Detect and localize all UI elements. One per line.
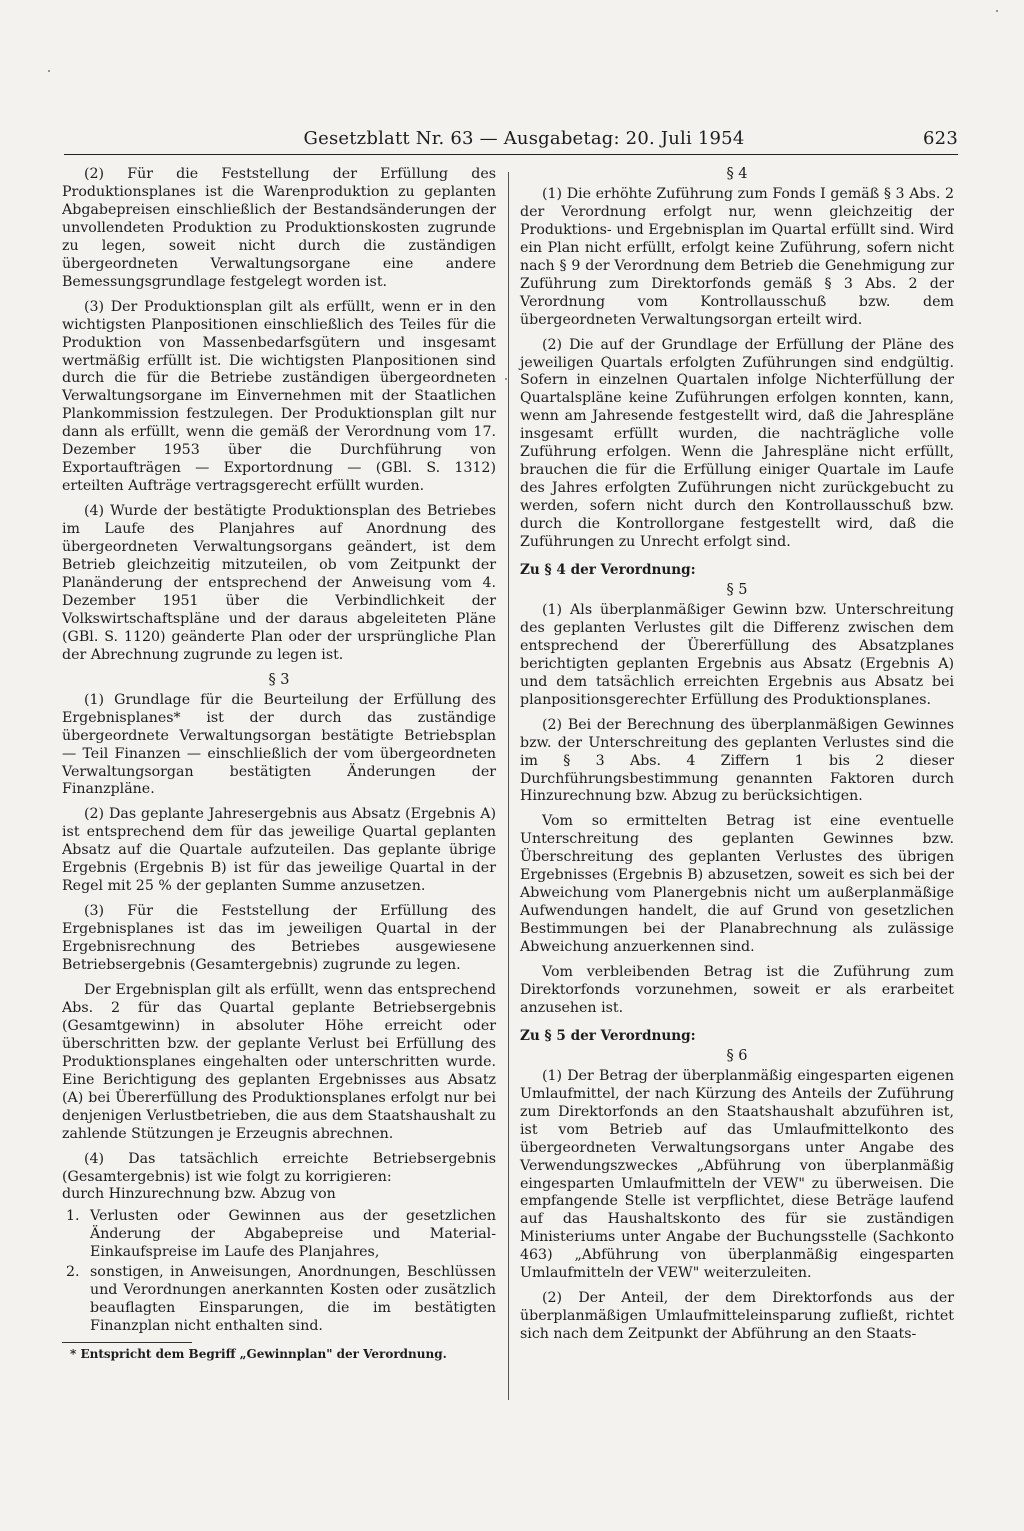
- paragraph: Vom so ermittelten Betrag ist eine eventuelle Unterschreitung des geplanten Gewinnes bzw. Überschreitung des geplanten Verlustes des übrigen Ergebnisses (Ergebnis B) abzusetzen, soweit es sich bei der Abweichung vom Planergebnis nicht um außerplanmäßige Aufwendungen handelt, die auf Grund von gesetzlichen Bestimmungen bei der Planabrechnung als zulässige Abweichung anzuerkennen sind.: [520, 813, 954, 956]
- list-text: Verlusten oder Gewinnen aus der gesetzlichen Änderung der Abgabepreise und Material-Einkaufspreise im Laufe des Planjahres,: [90, 1208, 496, 1261]
- list-text: sonstigen, in Anweisungen, Anordnungen, Beschlüssen und Verordnungen anerkannten Kosten oder zusätzlich beauflagten Einsparungen, die im bestätigten Finanzplan nicht enthalten sind.: [90, 1264, 496, 1335]
- section-heading: § 6: [726, 1047, 748, 1064]
- paragraph: (4) Das tatsächlich erreichte Betriebsergebnis (Gesamtergebnis) ist wie folgt zu korrigieren:: [62, 1150, 496, 1185]
- paragraph: Vom verbleibenden Betrag ist die Zuführung zum Direktorfonds vorzunehmen, soweit er als erarbeitet anzusehen ist.: [520, 964, 954, 1016]
- section-heading: § 4: [726, 166, 748, 182]
- print-speck: [505, 378, 507, 380]
- list-number: 2.: [66, 1264, 80, 1281]
- paragraph: (2) Bei der Berechnung des überplanmäßigen Gewinnes bzw. der Unterschreitung des geplanten Verlustes sind die im § 3 Abs. 4 Ziffern 1 bis 2 dieser Durchführungsbestimmung genannten Faktoren durch Hinzurechnung bzw. Abzug zu berücksichtigen.: [520, 716, 954, 805]
- paragraph: (2) Die auf der Grundlage der Erfüllung der Pläne des jeweiligen Quartals erfolgten Zuführungen sind endgültig. Sofern in einzelnen Quartalen infolge Nichterfüllung der Quartalspläne keine Zuführungen erfolgen konnten, kann, wenn am Jahresende festgestellt wird, daß die Jahrespläne insgesamt erfüllt wurden, die nachträgliche volle Zuführung erfolgen. Wenn die Jahrespläne nicht erfüllt, brauchen die für die Erfüllung einiger Quartale im Laufe des Jahres erfolgten Zuführungen nicht zurückgebucht zu werden, sofern nicht durch den Kontrollausschuß bzw. durch die Kontrollorgane festgestellt wird, daß die Zuführungen zu Unrecht erfolgt sind.: [520, 336, 954, 551]
- page-header: [90, 124, 958, 150]
- column-divider: [508, 172, 509, 1400]
- paragraph: (1) Der Betrag der überplanmäßig eingesparten eigenen Umlaufmittel, der nach Kürzung des Anteils der Zuführung zum Direktorfonds an den Staatshaushalt abzuführen ist, ist vom Betrieb auf das Umlaufmittelkonto des übergeordneten Verwaltungsorgans unter Angabe des Verwendungszweckes „Abführung von überplanmäßig eingesparten Umlaufmitteln der VEW" zu überweisen. Die empfangende Stelle ist verpflichtet, diese Beträge laufend auf das Haushaltskonto des für sie zuständigen Ministeriums unter Angabe der Buchungsstelle (Sachkonto 463) „Abführung von überplanmäßig eingesparten Umlaufmitteln der VEW" weiterzuleiten.: [520, 1067, 954, 1282]
- section-heading: § 5: [726, 581, 748, 598]
- paragraph: (1) Grundlage für die Beurteilung der Erfüllung des Ergebnisplanes* ist der durch das zuständige übergeordnete Verwaltungsorgan bestätigte Betriebsplan — Teil Finanzen — einschließlich der vom übergeordneten Verwaltungsorgan bestätigten Änderungen der Finanzpläne.: [62, 691, 496, 798]
- correction-list: [62, 1208, 496, 1336]
- subsection-heading: Zu § 4 der Verordnung:: [520, 562, 696, 579]
- paragraph: (4) Wurde der bestätigte Produktionsplan des Betriebes im Laufe des Planjahres auf Anordnung des übergeordneten Verwaltungsorgans geändert, ist dem Betrieb gleichzeitig mitzuteilen, ob vom Zeitpunkt der Planänderung der entsprechend der Anweisung vom 4. Dezember 1951 über die Verbindlichkeit der Volkswirtschaftspläne und der daraus abgeleiteten Pläne (GBl. S. 1120) geänderte Plan oder der ursprüngliche Plan der Abrechnung zugrunde zu legen ist.: [62, 503, 496, 663]
- header-rule: [64, 154, 958, 155]
- paragraph: (2) Für die Feststellung der Erfüllung des Produktionsplanes ist die Warenproduktion zu geplanten Abgabepreisen einschließlich der Bestandsänderungen der unvollendeten Produktion zu Produktionskosten zugrunde zu legen, soweit nicht durch die zuständigen übergeordneten Verwaltungsorgane eine andere Bemessungsgrundlage festgelegt worden ist.: [62, 166, 496, 290]
- footnote-rule: [62, 1342, 192, 1343]
- list-item: [62, 1264, 496, 1336]
- page-title: Gesetzblatt Nr. 63 — Ausgabetag: 20. Juli 1954: [303, 128, 745, 149]
- footnote: * Entspricht dem Begriff „Gewinnplan" der Verordnung.: [70, 1347, 447, 1362]
- paragraph: (3) Der Produktionsplan gilt als erfüllt, wenn er in den wichtigsten Planpositionen einschließlich des Teiles für die Produktion von Massenbedarfsgütern und insgesamt wertmäßig erfüllt ist. Die wichtigsten Planpositionen sind durch die für die Betriebe zuständigen übergeordneten Verwaltungsorgane im Einvernehmen mit der Staatlichen Plankommission festzulegen. Der Produktionsplan gilt nur dann als erfüllt, wenn die gemäß der Verordnung vom 17. Dezember 1953 über die Durchführung von Exportaufträgen — Exportordnung — (GBl. S. 1312) erteilten Aufträge vertragsgerecht erfüllt wurden.: [62, 298, 496, 495]
- paragraph: (3) Für die Feststellung der Erfüllung des Ergebnisplanes ist das im jeweiligen Quartal in der Ergebnisrechnung des Betriebes ausgewiesene Betriebsergebnis (Gesamtergebnis) zugrunde zu legen.: [62, 903, 496, 974]
- paragraph: (2) Das geplante Jahresergebnis aus Absatz (Ergebnis A) ist entsprechend dem für das jeweilige Quartal geplanten Absatz auf die Quartale aufzuteilen. Das geplante übrige Ergebnis (Ergebnis B) ist für das jeweilige Quartal in der Regel mit 25 % der geplanten Summe anzusetzen.: [62, 806, 496, 895]
- paragraph: (1) Die erhöhte Zuführung zum Fonds I gemäß § 3 Abs. 2 der Verordnung erfolgt nur, wenn gleichzeitig der Produktions- und Ergebnisplan im Quartal erfüllt sind. Wird ein Plan nicht erfüllt, erfolgt keine Zuführung, sofern nicht nach § 9 der Verordnung dem Betrieb die Genehmigung zur Zuführung zum Direktorfonds gemäß § 3 Abs. 2 der Verordnung vom Kontrollausschuß bzw. dem übergeordneten Verwaltungsorgan erteilt wird.: [520, 185, 954, 328]
- list-number: 1.: [66, 1208, 80, 1225]
- left-column: [62, 166, 496, 1362]
- section-heading: § 3: [268, 671, 290, 688]
- print-speck: [996, 10, 998, 12]
- paragraph: durch Hinzurechnung bzw. Abzug von: [62, 1186, 336, 1203]
- subsection-heading: Zu § 5 der Verordnung:: [520, 1027, 696, 1044]
- right-column: [520, 166, 954, 1351]
- print-speck: [48, 70, 50, 72]
- list-item: [62, 1208, 496, 1262]
- paragraph: (1) Als überplanmäßiger Gewinn bzw. Unterschreitung des geplanten Verlustes gilt die Differenz zwischen dem entsprechend der Übererfüllung des Absatzplanes berichtigten geplanten Ergebnis aus Absatz (Ergebnis A) und dem tatsächlich erreichten Ergebnis aus Absatz bei planpositionsgerechter Erfüllung des Produktionsplanes.: [520, 601, 954, 708]
- paragraph: (2) Der Anteil, der dem Direktorfonds aus der überplanmäßigen Umlaufmitteleinsparung zufließt, richtet sich nach dem Zeitpunkt der Abführung an den Staats-: [520, 1290, 954, 1343]
- paragraph: Der Ergebnisplan gilt als erfüllt, wenn das entsprechend Abs. 2 für das Quartal geplante Betriebsergebnis (Gesamtgewinn) in absoluter Höhe erreicht oder überschritten bzw. der geplante Verlust bei Erfüllung des Produktionsplanes eingehalten oder unterschritten wurde. Eine Berichtigung des geplanten Ergebnisses aus Absatz (A) bei Übererfüllung des Produktionsplanes erfolgt nur bei denjenigen Verlustbetrieben, die aus dem Staatshaushalt zu zahlende Stützungen je Erzeugnis abrechnen.: [62, 981, 496, 1142]
- page-number: 623: [923, 128, 958, 149]
